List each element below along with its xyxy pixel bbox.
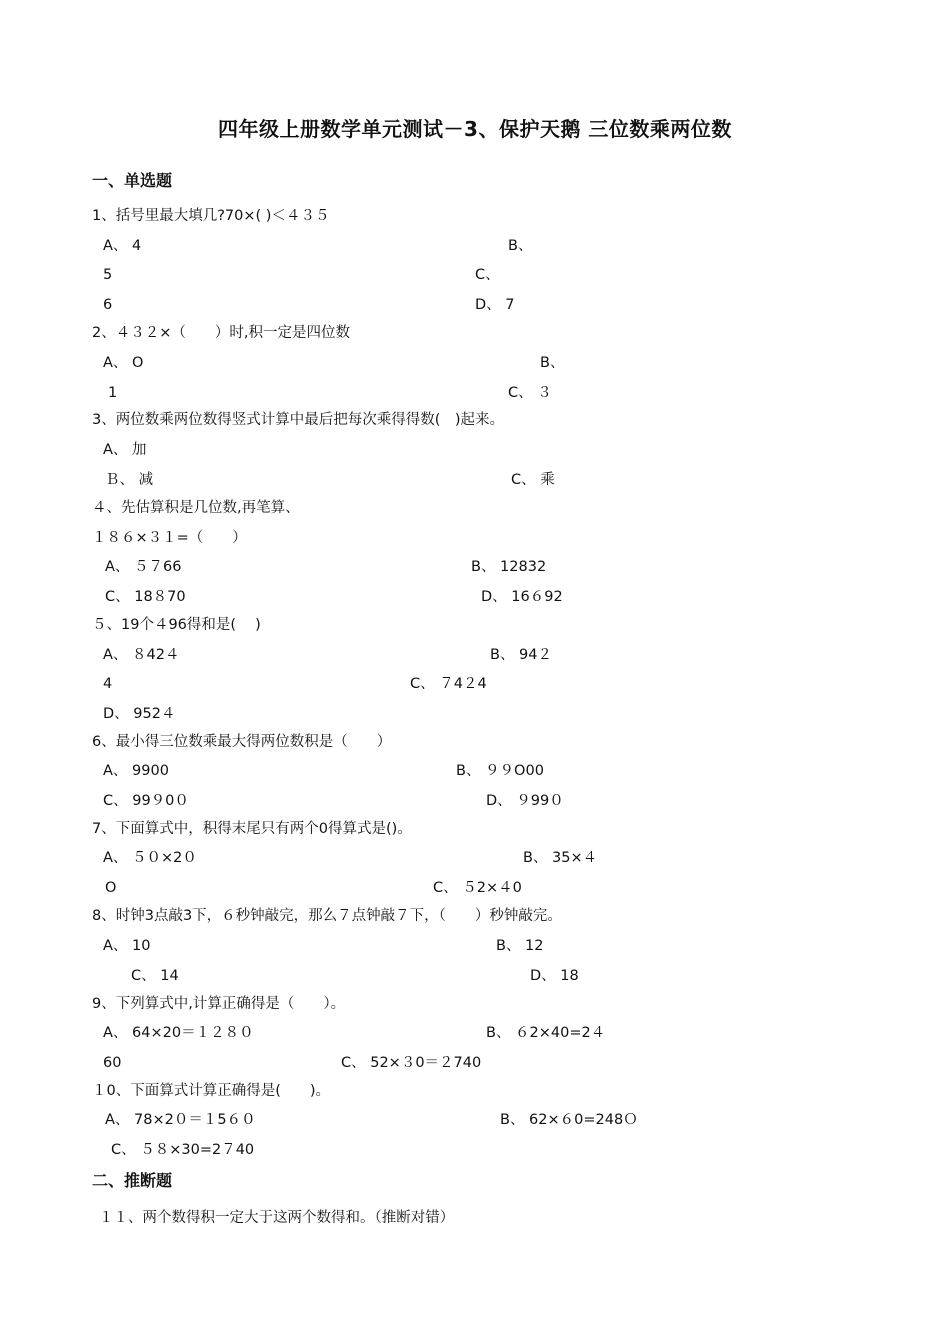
q7-option-b: B、 35×４ — [523, 850, 598, 866]
question-1: 1、括号里最大填几?70×( )＜４３５ — [92, 208, 330, 224]
q4-option-b: B、 12832 — [471, 559, 547, 575]
question-7: 7、下面算式中，积得末尾只有两个0得算式是()。 — [92, 821, 412, 837]
q10-option-b: B、 62×６0=248Ｏ — [500, 1112, 638, 1128]
q4-option-a: A、 ５７66 — [105, 559, 182, 575]
question-10: １0、下面算式计算正确得是( )。 — [92, 1083, 331, 1099]
question-8: 8、时钟3点敲3下，６秒钟敲完，那么７点钟敲７下，（ ）秒钟敲完。 — [92, 908, 562, 924]
question-3: 3、两位数乘两位数得竖式计算中最后把每次乘得得数( )起来。 — [92, 412, 505, 428]
q5-option-a: A、 ８42４ — [103, 647, 180, 663]
question-9: 9、下列算式中,计算正确得是（ ）。 — [92, 996, 346, 1012]
section-heading-judgment: 二、推断题 — [92, 1171, 173, 1190]
question-6: 6、最小得三位数乘最大得两位数积是（ ） — [92, 734, 392, 750]
q6-option-b: B、 ９９O00 — [456, 763, 544, 779]
q8-option-c: C、 14 — [131, 968, 179, 984]
q5-option-c: C、 ７4２4 — [410, 676, 487, 692]
question-4-expression: １８６×３１=（ ） — [92, 530, 247, 546]
q8-option-d: D、 18 — [530, 968, 579, 984]
q9-option-b: B、 ６2×40=2４ — [486, 1025, 606, 1041]
q4-option-d: D、 16６92 — [481, 589, 563, 605]
q5-option-b-value: 4 — [103, 676, 113, 692]
q9-option-b-value: 60 — [103, 1055, 122, 1071]
q4-option-c: C、 18８70 — [105, 589, 186, 605]
page-title: 四年级上册数学单元测试－3、保护天鹅 三位数乘两位数 — [218, 117, 732, 141]
q1-option-c-value: 6 — [103, 297, 113, 313]
q1-option-c: C、 — [475, 267, 500, 283]
q8-option-a: A、 10 — [103, 938, 151, 954]
q6-option-c: C、 99９0０ — [103, 793, 189, 809]
q9-option-a: A、 64×20＝１２８０ — [103, 1025, 254, 1041]
q7-option-b-value: O — [105, 880, 117, 896]
q3-option-c: C、 乘 — [511, 472, 555, 488]
q9-option-c: C、 52×３0＝２740 — [341, 1055, 482, 1071]
q2-option-c: C、 ３ — [508, 385, 552, 401]
q10-option-a: A、 78×2０＝１5６０ — [105, 1112, 256, 1128]
question-11: １１、两个数得积一定大于这两个数得和。（推断对错） — [99, 1210, 455, 1226]
q3-option-a: A、 加 — [103, 442, 147, 458]
q8-option-b: B、 12 — [496, 938, 544, 954]
question-2: 2、４３２×（ ）时,积一定是四位数 — [92, 325, 350, 341]
section-heading-single-choice: 一、单选题 — [92, 171, 173, 190]
q10-option-c: C、 ５８×30=2７40 — [111, 1142, 255, 1158]
q1-option-a: A、 4 — [103, 238, 142, 254]
q7-option-c: C、 ５2×４0 — [433, 880, 522, 896]
q3-option-b: Ｂ、 减 — [105, 472, 154, 488]
q2-option-b: B、 — [540, 355, 565, 371]
question-4: ４、先估算积是几位数,再笔算、 — [92, 500, 300, 516]
q2-option-b-value: 1 — [108, 385, 118, 401]
q1-option-d: D、 7 — [475, 297, 515, 313]
q6-option-d: D、 ９99０ — [486, 793, 564, 809]
q1-option-b-value: 5 — [103, 267, 113, 283]
q1-option-b: B、 — [508, 238, 533, 254]
question-5: ５、19个４96得和是( ) — [92, 617, 261, 633]
q2-option-a: A、 O — [103, 355, 144, 371]
q5-option-d: D、 952４ — [103, 706, 176, 722]
q6-option-a: A、 9900 — [103, 763, 169, 779]
q7-option-a: A、 ５０×2０ — [103, 850, 197, 866]
q5-option-b: B、 94２ — [490, 647, 553, 663]
